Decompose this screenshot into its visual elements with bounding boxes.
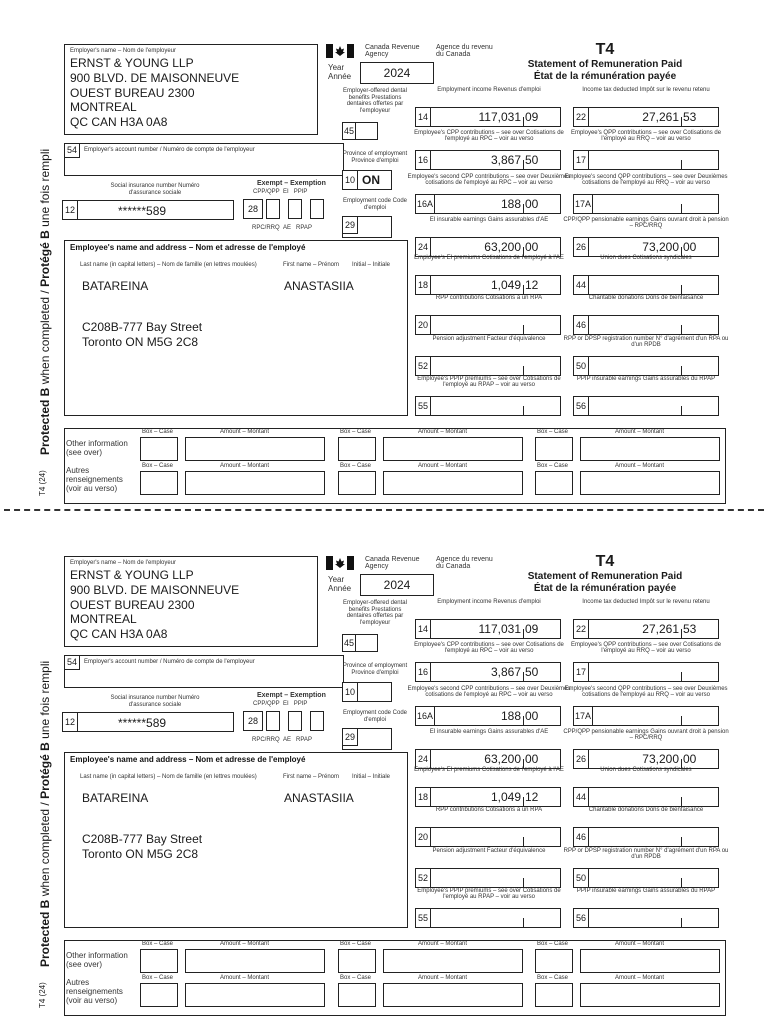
box-55 <box>415 396 561 416</box>
employer-line: MONTREAL <box>70 100 137 114</box>
other-info-label-fr: Autres renseignements (voir au verso) <box>66 466 123 493</box>
employee-address-line-2: Toronto ON M5G 2C8 <box>82 335 199 349</box>
amount-label: Amount – Montant <box>220 941 270 947</box>
box-number: 22 <box>573 619 589 639</box>
employee-header: Employee's name and address – Nom et adresse de l'employé <box>70 755 306 764</box>
employee-last-name: BATAREINA <box>82 791 149 805</box>
box-22-label: Income tax deducted Impôt sur le revenu retenu <box>582 599 710 605</box>
employer-name-label: Employer's name – Nom de l'employeur <box>70 560 177 566</box>
form-code: T4 <box>595 41 615 58</box>
employee-first-name: ANASTASIIA <box>284 279 354 293</box>
box-case-label: Box – Case <box>142 429 174 435</box>
exempt-label: Exempt – Exemption <box>257 692 326 699</box>
other-amount-field[interactable] <box>383 983 523 1007</box>
cents-divider <box>523 325 524 335</box>
amount-label: Amount – Montant <box>615 975 665 981</box>
employer-line: 900 BLVD. DE MAISONNEUVE <box>70 71 240 85</box>
box-17 <box>573 150 719 170</box>
box-24-cents: 00 <box>525 752 539 766</box>
box-44-label: Union dues Cotisations syndicales <box>600 255 692 261</box>
cents-divider <box>681 204 682 214</box>
other-box-code-field[interactable] <box>140 983 178 1007</box>
employer-line: QC CAN H3A 0A8 <box>70 627 168 641</box>
box-number: 10 <box>342 682 358 702</box>
cents-divider <box>681 366 682 376</box>
box-46 <box>573 827 719 847</box>
other-amount-field[interactable] <box>383 949 523 973</box>
box-number: 18 <box>415 275 431 295</box>
box-number: 17 <box>573 662 589 682</box>
box-55 <box>415 908 561 928</box>
amount-label: Amount – Montant <box>418 429 468 435</box>
box-number: 16 <box>415 150 431 170</box>
other-box-code-field[interactable] <box>140 437 178 461</box>
box-case-label: Box – Case <box>340 941 372 947</box>
box-number: 12 <box>62 200 78 220</box>
initial-label: Initial – Initiale <box>352 774 391 780</box>
box-24-label: EI insurable earnings Gains assurables d'AE <box>429 217 549 223</box>
amount-label: Amount – Montant <box>418 975 468 981</box>
other-info-label-fr: Autres renseignements (voir au verso) <box>66 978 123 1005</box>
box-case-label: Box – Case <box>340 975 372 981</box>
box-24-label: EI insurable earnings Gains assurables d'AE <box>429 729 549 735</box>
box-17-label: Employee's QPP contributions – see over Cotisations de l'employé au RRQ – voir au verso <box>570 642 722 654</box>
box-52 <box>415 868 561 888</box>
exempt-cols: CPP/QPP EI PPIP <box>253 701 308 707</box>
year-value: 2024 <box>383 578 411 592</box>
box-number: 17A <box>573 706 593 726</box>
employee-address-line-2: Toronto ON M5G 2C8 <box>82 847 199 861</box>
t4-slip-copy-1 <box>0 0 768 505</box>
box-number: 10 <box>342 170 358 190</box>
exempt-ppip-checkbox[interactable] <box>310 711 324 731</box>
year-label: Year Année <box>328 575 352 593</box>
first-name-label: First name – Prénom <box>283 262 340 268</box>
box-46 <box>573 315 719 335</box>
employee-address-line-1: C208B-777 Bay Street <box>82 320 203 334</box>
cents-divider <box>681 117 682 127</box>
box-number: 46 <box>573 315 589 335</box>
agency-fr: Agence du revenu du Canada <box>436 44 493 58</box>
cents-divider <box>681 325 682 335</box>
box-number: 17A <box>573 194 593 214</box>
box-54-label: Employer's account number / Numéro de compte de l'employeur <box>84 147 255 153</box>
other-amount-field[interactable] <box>580 983 720 1007</box>
box-20 <box>415 315 561 335</box>
box-52 <box>415 356 561 376</box>
province-value: ON <box>362 173 380 187</box>
box-case-label: Box – Case <box>537 941 569 947</box>
box-number: 14 <box>415 107 431 127</box>
box-number: 54 <box>64 655 80 670</box>
amount-label: Amount – Montant <box>418 463 468 469</box>
box-16-dollars: 3,867 <box>490 153 521 167</box>
employer-line: QC CAN H3A 0A8 <box>70 115 168 129</box>
box-22-dollars: 27,261 <box>642 622 679 636</box>
cents-divider <box>681 629 682 639</box>
box-50-label: RPP or DPSP registration number N° d'agrément d'un RPA ou d'un RPDB <box>563 336 729 348</box>
other-amount-field[interactable] <box>185 949 325 973</box>
exempt-cols-fr: RPC/RRQ AE RPAP <box>252 225 312 231</box>
form-code-side: T4 (24) <box>38 470 47 496</box>
box-24-cents: 00 <box>525 240 539 254</box>
box-55-label: Employee's PPIP premiums – see over Cotisations de l'employé au RPAP – voir au verso <box>417 888 561 900</box>
box-number: 50 <box>573 868 589 888</box>
box-case-label: Box – Case <box>340 463 372 469</box>
exempt-cpp-checkbox[interactable] <box>266 199 280 219</box>
employer-line: ERNST & YOUNG LLP <box>70 56 194 70</box>
form-code-side: T4 (24) <box>38 982 47 1008</box>
box-case-label: Box – Case <box>537 429 569 435</box>
other-box-code-field[interactable] <box>140 949 178 973</box>
other-info-label-en: Other information (see over) <box>66 951 128 969</box>
box-case-label: Box – Case <box>537 975 569 981</box>
box-56 <box>573 908 719 928</box>
other-box-code-field[interactable] <box>338 949 376 973</box>
box-number: 44 <box>573 787 589 807</box>
box-14-cents: 09 <box>525 622 539 636</box>
amount-label: Amount – Montant <box>615 463 665 469</box>
cents-divider <box>681 285 682 295</box>
box-17a <box>573 706 719 726</box>
other-box-code-field[interactable] <box>338 437 376 461</box>
box-16-cents: 50 <box>525 665 539 679</box>
box-45-label: Employer-offered dental benefits Prestations dentaires offertes par l'employeur <box>343 600 407 626</box>
cents-divider <box>523 366 524 376</box>
title-en: Statement of Remuneration Paid <box>527 59 683 70</box>
amount-label: Amount – Montant <box>220 975 270 981</box>
exempt-ei-checkbox[interactable] <box>288 711 302 731</box>
other-box-code-field[interactable] <box>140 471 178 495</box>
box-number: 50 <box>573 356 589 376</box>
employee-header: Employee's name and address – Nom et adresse de l'employé <box>70 243 306 252</box>
box-45-label: Employer-offered dental benefits Prestations dentaires offertes par l'employeur <box>343 88 407 114</box>
box-number: 56 <box>573 908 589 928</box>
cents-divider <box>523 672 524 682</box>
box-16a-label: Employee's second CPP contributions – see over Deuxièmes cotisations de l'employé au RPC – voir au verso <box>407 174 571 186</box>
box-number: 26 <box>573 237 589 257</box>
initial-label: Initial – Initiale <box>352 262 391 268</box>
cents-divider <box>523 716 524 726</box>
box-14-dollars: 117,031 <box>478 110 521 124</box>
box-24-dollars: 63,200 <box>484 240 521 254</box>
box-16a-cents: 00 <box>525 197 539 211</box>
cents-divider <box>523 285 524 295</box>
employee-first-name: ANASTASIIA <box>284 791 354 805</box>
first-name-label: First name – Prénom <box>283 774 340 780</box>
box-number: 20 <box>415 315 431 335</box>
box-number: 55 <box>415 908 431 928</box>
box-16-label: Employee's CPP contributions – see over Cotisations de l'employé au RPC – voir au verso <box>414 130 564 142</box>
cents-divider <box>681 878 682 888</box>
other-box-code-field[interactable] <box>535 471 573 495</box>
other-amount-field[interactable] <box>185 983 325 1007</box>
cents-divider <box>681 797 682 807</box>
canada-flag-icon <box>326 556 354 570</box>
box-case-label: Box – Case <box>537 463 569 469</box>
box-number: 55 <box>415 396 431 416</box>
box-18-dollars: 1,049 <box>490 278 521 292</box>
box-10-label: Province of employment Province d'emploi <box>342 663 408 676</box>
box-case-label: Box – Case <box>340 429 372 435</box>
sin-label: Social insurance number Numéro d'assurance sociale <box>110 695 200 708</box>
amount-label: Amount – Montant <box>220 463 270 469</box>
box-20 <box>415 827 561 847</box>
cents-divider <box>681 918 682 928</box>
cents-divider <box>523 204 524 214</box>
exempt-cpp-checkbox[interactable] <box>266 711 280 731</box>
sin-value: ******589 <box>118 716 167 730</box>
box-46-label: Charitable donations Dons de bienfaisance <box>588 807 704 813</box>
box-52-label: Pension adjustment Facteur d'équivalence <box>432 848 546 854</box>
box-17-label: Employee's QPP contributions – see over Cotisations de l'employé au RRQ – voir au verso <box>570 130 722 142</box>
employer-line: OUEST BUREAU 2300 <box>70 86 195 100</box>
box-16-cents: 50 <box>525 153 539 167</box>
cents-divider <box>523 117 524 127</box>
title-en: Statement of Remuneration Paid <box>527 571 683 582</box>
other-amount-field[interactable] <box>383 471 523 495</box>
cents-divider <box>523 878 524 888</box>
other-amount-field[interactable] <box>580 437 720 461</box>
exempt-cols-fr: RPC/RRQ AE RPAP <box>252 737 312 743</box>
cents-divider <box>681 406 682 416</box>
t4-slip-copy-2 <box>0 512 768 1017</box>
cents-divider <box>523 629 524 639</box>
box-18-cents: 12 <box>525 790 539 804</box>
box-55-label: Employee's PPIP premiums – see over Cotisations de l'employé au RPAP – voir au verso <box>417 376 561 388</box>
canada-flag-icon <box>326 44 354 58</box>
amount-label: Amount – Montant <box>615 941 665 947</box>
protected-b-label: Protected B when completed / Protégé B une fois rempli <box>38 660 52 967</box>
sin-value: ******589 <box>118 204 167 218</box>
cents-divider <box>523 837 524 847</box>
cents-divider <box>681 716 682 726</box>
cents-divider <box>681 672 682 682</box>
last-name-label: Last name (in capital letters) – Nom de famille (en lettres moulées) <box>80 774 257 780</box>
box-number: 54 <box>64 143 80 158</box>
box-50-label: RPP or DPSP registration number N° d'agrément d'un RPA ou d'un RPDB <box>563 848 729 860</box>
box-16a-cents: 00 <box>525 709 539 723</box>
box-number: 20 <box>415 827 431 847</box>
other-box-code-field[interactable] <box>338 983 376 1007</box>
box-number: 45 <box>342 122 356 140</box>
other-amount-field[interactable] <box>185 471 325 495</box>
box-14-dollars: 117,031 <box>478 622 521 636</box>
employer-line: MONTREAL <box>70 612 137 626</box>
box-number: 16A <box>415 194 435 214</box>
box-number: 17 <box>573 150 589 170</box>
box-number: 46 <box>573 827 589 847</box>
box-20-label: RPP contributions Cotisations à un RPA <box>435 807 543 813</box>
employer-line: OUEST BUREAU 2300 <box>70 598 195 612</box>
agency-fr: Agence du revenu du Canada <box>436 556 493 570</box>
box-56-label: PPIP insurable earnings Gains assurables du RPAP <box>576 888 716 894</box>
employee-address-line-1: C208B-777 Bay Street <box>82 832 203 846</box>
cents-divider <box>681 160 682 170</box>
box-22-cents: 53 <box>683 110 697 124</box>
box-26-dollars: 73,200 <box>642 752 679 766</box>
box-20-label: RPP contributions Cotisations à un RPA <box>435 295 543 301</box>
cents-divider <box>523 797 524 807</box>
exempt-cols: CPP/QPP EI PPIP <box>253 189 308 195</box>
box-26-label: CPP/QPP pensionable earnings Gains ouvrant droit à pension – RPC/RRQ <box>563 217 729 229</box>
box-10-label: Province of employment Province d'emploi <box>342 151 408 164</box>
box-29-label: Employment code Code d'emploi <box>342 710 408 723</box>
box-case-label: Box – Case <box>142 975 174 981</box>
box-18-dollars: 1,049 <box>490 790 521 804</box>
box-18-label: Employee's EI premiums Cotisations de l'employé à l'AE <box>414 767 564 773</box>
box-17a-label: Employee's second QPP contributions – see over Deuxièmes cotisations de l'employé au RRQ – voir au verso <box>564 174 728 186</box>
cents-divider <box>523 160 524 170</box>
box-14-cents: 09 <box>525 110 539 124</box>
box-16a-dollars: 188 <box>500 197 521 211</box>
box-22-label: Income tax deducted Impôt sur le revenu retenu <box>582 87 710 93</box>
agency-en: Canada Revenue Agency <box>365 44 420 58</box>
box-number: 24 <box>415 237 431 257</box>
box-46-label: Charitable donations Dons de bienfaisance <box>588 295 704 301</box>
box-29-label: Employment code Code d'emploi <box>342 198 408 211</box>
box-18-cents: 12 <box>525 278 539 292</box>
other-box-code-field[interactable] <box>535 949 573 973</box>
amount-label: Amount – Montant <box>418 941 468 947</box>
cents-divider <box>681 837 682 847</box>
box-14-label: Employment income Revenus d'emploi <box>437 87 541 93</box>
exempt-ppip-checkbox[interactable] <box>310 199 324 219</box>
box-26-cents: 00 <box>683 240 697 254</box>
exempt-label: Exempt – Exemption <box>257 180 326 187</box>
cents-divider <box>523 406 524 416</box>
box-number: 22 <box>573 107 589 127</box>
box-number: 28 <box>243 199 263 219</box>
protected-b-label: Protected B when completed / Protégé B une fois rempli <box>38 148 52 455</box>
box-24-dollars: 63,200 <box>484 752 521 766</box>
other-amount-field[interactable] <box>383 437 523 461</box>
last-name-label: Last name (in capital letters) – Nom de famille (en lettres moulées) <box>80 262 257 268</box>
box-26-label: CPP/QPP pensionable earnings Gains ouvrant droit à pension – RPC/RRQ <box>563 729 729 741</box>
other-amount-field[interactable] <box>185 437 325 461</box>
employer-line: 900 BLVD. DE MAISONNEUVE <box>70 583 240 597</box>
box-16-label: Employee's CPP contributions – see over Cotisations de l'employé au RPC – voir au verso <box>414 642 564 654</box>
employer-line: ERNST & YOUNG LLP <box>70 568 194 582</box>
box-number: 26 <box>573 749 589 769</box>
box-number: 28 <box>243 711 263 731</box>
employee-last-name: BATAREINA <box>82 279 149 293</box>
box-number: 29 <box>342 216 358 234</box>
amount-label: Amount – Montant <box>220 429 270 435</box>
box-52-label: Pension adjustment Facteur d'équivalence <box>432 336 546 342</box>
form-code: T4 <box>595 553 615 570</box>
exempt-ei-checkbox[interactable] <box>288 199 302 219</box>
amount-label: Amount – Montant <box>615 429 665 435</box>
box-26-dollars: 73,200 <box>642 240 679 254</box>
year-label: Year Année <box>328 63 352 81</box>
agency-en: Canada Revenue Agency <box>365 556 420 570</box>
other-box-code-field[interactable] <box>338 471 376 495</box>
other-box-code-field[interactable] <box>535 437 573 461</box>
box-22-dollars: 27,261 <box>642 110 679 124</box>
sin-label: Social insurance number Numéro d'assurance sociale <box>110 183 200 196</box>
box-17 <box>573 662 719 682</box>
box-22-cents: 53 <box>683 622 697 636</box>
box-case-label: Box – Case <box>142 941 174 947</box>
other-box-code-field[interactable] <box>535 983 573 1007</box>
box-44 <box>573 787 719 807</box>
box-14-label: Employment income Revenus d'emploi <box>437 599 541 605</box>
box-number: 14 <box>415 619 431 639</box>
box-50 <box>573 868 719 888</box>
box-56-label: PPIP insurable earnings Gains assurables du RPAP <box>576 376 716 382</box>
other-info-label-en: Other information (see over) <box>66 439 128 457</box>
box-number: 52 <box>415 868 431 888</box>
title-fr: État de la rémunération payée <box>533 583 677 594</box>
year-value: 2024 <box>383 66 411 80</box>
box-number: 24 <box>415 749 431 769</box>
box-44-label: Union dues Cotisations syndicales <box>600 767 692 773</box>
box-54-label: Employer's account number / Numéro de compte de l'employeur <box>84 659 255 665</box>
box-16a-label: Employee's second CPP contributions – see over Deuxièmes cotisations de l'employé au RPC – voir au verso <box>407 686 571 698</box>
box-18-label: Employee's EI premiums Cotisations de l'employé à l'AE <box>414 255 564 261</box>
box-26-cents: 00 <box>683 752 697 766</box>
box-number: 18 <box>415 787 431 807</box>
box-number: 12 <box>62 712 78 732</box>
employer-name-label: Employer's name – Nom de l'employeur <box>70 48 177 54</box>
box-56 <box>573 396 719 416</box>
box-number: 16A <box>415 706 435 726</box>
box-number: 29 <box>342 728 358 746</box>
other-amount-field[interactable] <box>580 471 720 495</box>
title-fr: État de la rémunération payée <box>533 71 677 82</box>
box-case-label: Box – Case <box>142 463 174 469</box>
cut-line <box>4 509 764 511</box>
box-number: 56 <box>573 396 589 416</box>
box-16a-dollars: 188 <box>500 709 521 723</box>
box-17a-label: Employee's second QPP contributions – see over Deuxièmes cotisations de l'employé au RRQ – voir au verso <box>564 686 728 698</box>
other-amount-field[interactable] <box>580 949 720 973</box>
cents-divider <box>523 918 524 928</box>
box-number: 45 <box>342 634 356 652</box>
box-16-dollars: 3,867 <box>490 665 521 679</box>
box-number: 52 <box>415 356 431 376</box>
box-number: 16 <box>415 662 431 682</box>
box-17a <box>573 194 719 214</box>
box-number: 44 <box>573 275 589 295</box>
box-50 <box>573 356 719 376</box>
box-44 <box>573 275 719 295</box>
